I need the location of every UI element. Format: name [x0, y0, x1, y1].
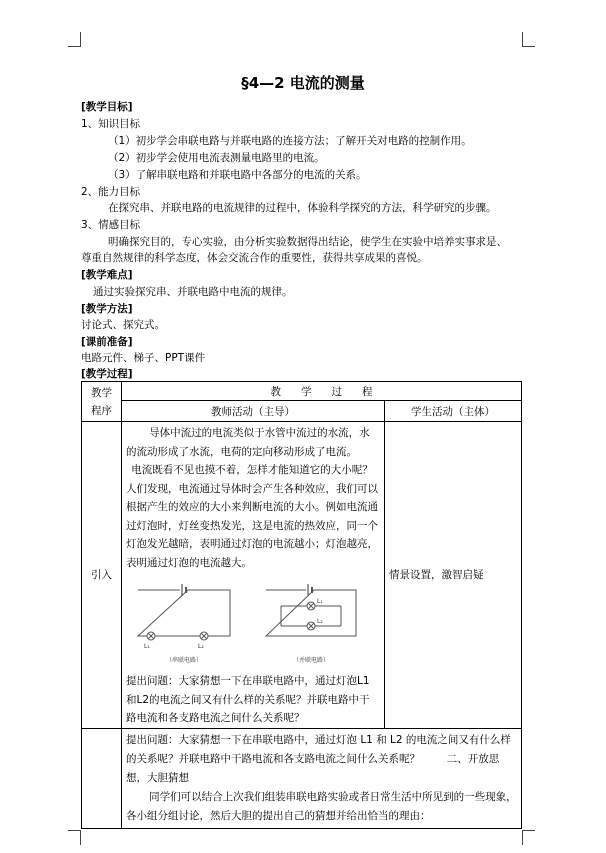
teacher-paragraph-2: 电流既看不见也摸不着，怎样才能知道它的大小呢？人们发现，电流通过导体时会产生各种效应，我们可以根据产生的效应的大小来判断电流的大小。例如电流通过灯泡时，灯丝变热发光，这是电流的热效应，同一个灯泡发光越暗，表明通过灯泡的电流越小；灯泡越亮，表明通过灯泡的电流越大。	[126, 464, 378, 569]
series-caption: （串联电路）	[165, 657, 203, 664]
process-table	[81, 381, 522, 829]
teacher-activity-header: 教师活动（主导）	[122, 401, 385, 422]
program-header-line-2: 程序	[91, 404, 112, 417]
teacher-activity-intro	[122, 422, 385, 729]
series-lamp-l1-label: L₁	[144, 643, 150, 650]
method-heading: [教学方法]	[81, 303, 133, 315]
process-column-header: 教 学 过 程	[122, 382, 522, 401]
knowledge-item-3: （3）了解串联电路和并联电路中各部分的电流的关系。	[108, 169, 367, 181]
parallel-caption: （并联电路）	[292, 657, 330, 664]
row-label-intro: 引入	[82, 422, 122, 729]
merged-activity-row	[122, 728, 522, 828]
difficulty-heading: [教学难点]	[81, 269, 133, 281]
emotion-text-line-1: 明确探究目的，专心实验，由分析实验数据得出结论，使学生在实验中培养实事求是、	[108, 236, 507, 248]
difficulty-text: 通过实验探究串、并联电路中电流的规律。	[93, 286, 293, 298]
knowledge-heading: 1、知识目标	[81, 118, 141, 130]
goals-heading: [教学目标]	[81, 101, 133, 113]
parallel-circuit-diagram	[266, 584, 356, 636]
crop-mark-bottom-left	[68, 830, 81, 845]
crop-mark-top-right	[522, 32, 535, 47]
crop-mark-top-left	[68, 32, 81, 47]
merged-paragraph-1: 提出问题：大家猜想一下在串联电路中，通过灯泡 L1 和 L2 的电流之间又有什么样的关系呢？并联电路中干路电流和各支路电流之间什么关系呢？ 二、开放思想，大胆猜想	[126, 733, 511, 784]
merged-paragraph-2: 同学们可以结合上次我们组装串联电路实验或者日常生活中所见到的一些现象，各小组分组讨论，然后大胆的提出自己的猜想并给出恰当的理由：	[126, 790, 517, 822]
student-activity-header: 学生活动（主体）	[385, 401, 522, 422]
program-column-header	[82, 382, 122, 422]
teacher-paragraph-3: 提出问题：大家猜想一下在串联电路中，通过灯泡L1和L2的电流之间又有什么样的关系呢？并联电路中干路电流和各支路电流之间什么关系呢？	[126, 675, 370, 724]
prep-text: 电路元件、梯子、PPT课件	[81, 352, 206, 364]
ability-heading: 2、能力目标	[81, 186, 141, 198]
emotion-heading: 3、情感目标	[81, 219, 141, 231]
method-text: 讨论式、探究式。	[81, 319, 165, 331]
emotion-text-line-2: 尊重自然规律的科学态度，体会交流合作的重要性，获得共享成果的喜悦。	[81, 252, 428, 264]
knowledge-item-1: （1）初步学会串联电路与并联电路的连接方法；了解开关对电路的控制作用。	[108, 135, 472, 147]
series-circuit-diagram	[138, 584, 230, 640]
process-heading: [教学过程]	[81, 368, 133, 380]
row-label-empty	[82, 728, 122, 828]
program-header-line-1: 教学	[91, 386, 112, 399]
student-activity-intro: 情景设置，激智启疑	[385, 422, 522, 729]
circuit-diagrams	[126, 578, 376, 666]
teacher-paragraph-1: 导体中流过的电流类似于水管中流过的水流，水的流动形成了水流，电荷的定向移动形成了电流。	[126, 427, 370, 458]
prep-heading: [课前准备]	[81, 336, 133, 348]
parallel-lamp-l2-label: L₂	[317, 618, 323, 625]
ability-text: 在探究串、并联电路的电流规律的过程中，体验科学探究的方法，科学研究的步骤。	[108, 202, 497, 214]
knowledge-item-2: （2）初步学会使用电流表测量电路里的电流。	[108, 152, 325, 164]
series-lamp-l2-label: L₂	[198, 643, 204, 650]
parallel-lamp-l1-label: L₁	[317, 598, 323, 605]
crop-mark-bottom-right	[522, 830, 535, 845]
page-title: §4—2 电流的测量	[241, 74, 365, 92]
